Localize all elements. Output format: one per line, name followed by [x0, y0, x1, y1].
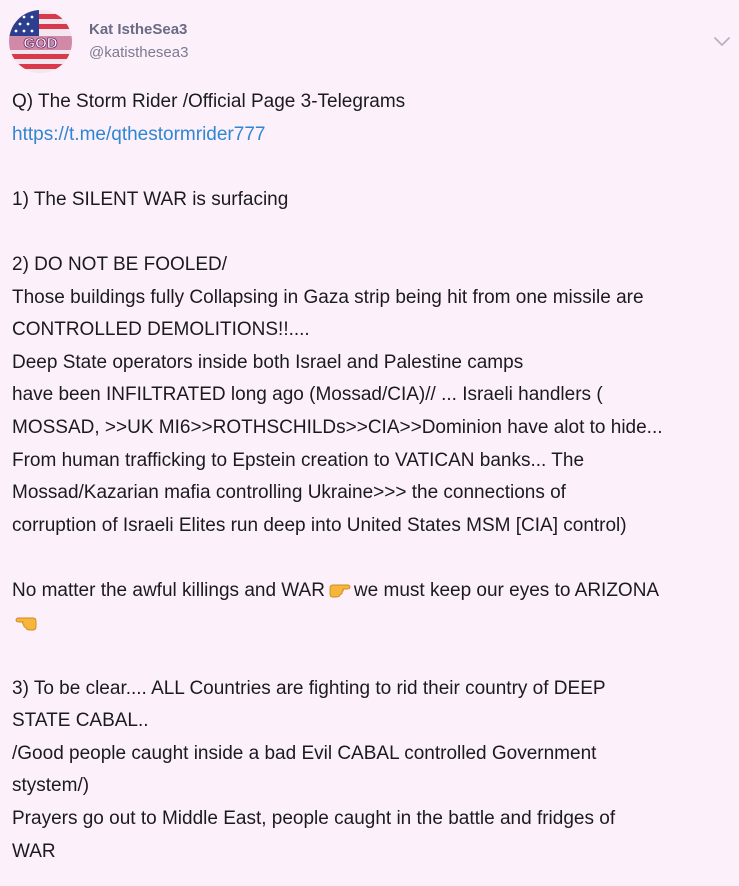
author-display-name[interactable]: Kat IstheSea3: [89, 21, 188, 38]
post-text-line: 2) DO NOT BE FOOLED/: [12, 253, 228, 275]
post-text-line: Q) The Storm Rider /Official Page 3-Telegrams: [12, 91, 406, 112]
author-handle[interactable]: @katisthesea3: [89, 44, 189, 61]
post-text-line: Prayers go out to Middle East, people caught in the battle and fridges of: [12, 808, 616, 830]
pointing-right-hand-icon: [328, 579, 354, 599]
post-text-line: CONTROLLED DEMOLITIONS!!....: [12, 319, 310, 341]
post-text-line: have been INFILTRATED long ago (Mossad/CIA)// ... Israeli handlers (: [12, 384, 603, 406]
post-text-line: STATE CABAL..: [12, 710, 149, 732]
blank-line: [12, 542, 739, 575]
post-text-line: Deep State operators inside both Israel and Palestine camps: [12, 351, 524, 373]
emoji-line: [12, 608, 739, 641]
blank-line: [12, 151, 739, 184]
chevron-down-icon: [712, 31, 732, 51]
pointing-left-hand-icon: [12, 612, 38, 632]
post-text-line: Mossad/Kazarian mafia controlling Ukraine>>> the connections of: [12, 482, 566, 504]
post-text-fragment: No matter the awful killings and WAR: [12, 579, 325, 601]
post-text-line: 1) The SILENT WAR is surfacing: [12, 188, 289, 210]
post-text-line: corruption of Israeli Elites run deep into United States MSM [CIA] control): [12, 514, 627, 536]
post-text-line: [12, 575, 739, 608]
post-text-line: From human trafficking to Epstein creation to VATICAN banks... The: [12, 449, 585, 471]
post-body: [12, 86, 739, 868]
avatar-text: GOD: [23, 35, 58, 52]
post-text-line: 3) To be clear.... ALL Countries are fighting to rid their country of DEEP: [12, 677, 606, 699]
post-text-line: MOSSAD, >>UK MI6>>ROTHSCHILDs>>CIA>>Dominion have alot to hide...: [12, 416, 663, 438]
avatar[interactable]: [9, 10, 72, 73]
post-text-line: WAR: [12, 840, 56, 862]
blank-line: [12, 216, 739, 249]
post-link-line: [12, 119, 739, 152]
post-menu-button[interactable]: [712, 31, 732, 51]
blank-line: [12, 640, 739, 673]
post-text-line: Those buildings fully Collapsing in Gaza strip being hit from one missile are: [12, 286, 644, 308]
post-text-line: stystem/): [12, 775, 90, 797]
post-text-line: /Good people caught inside a bad Evil CABAL controlled Government: [12, 742, 597, 764]
flag-avatar-icon: [9, 10, 72, 73]
post-text-fragment: we must keep our eyes to ARIZONA: [353, 579, 660, 601]
post-header: [0, 0, 739, 82]
telegram-link[interactable]: https://t.me/qthestormrider777: [12, 123, 266, 145]
